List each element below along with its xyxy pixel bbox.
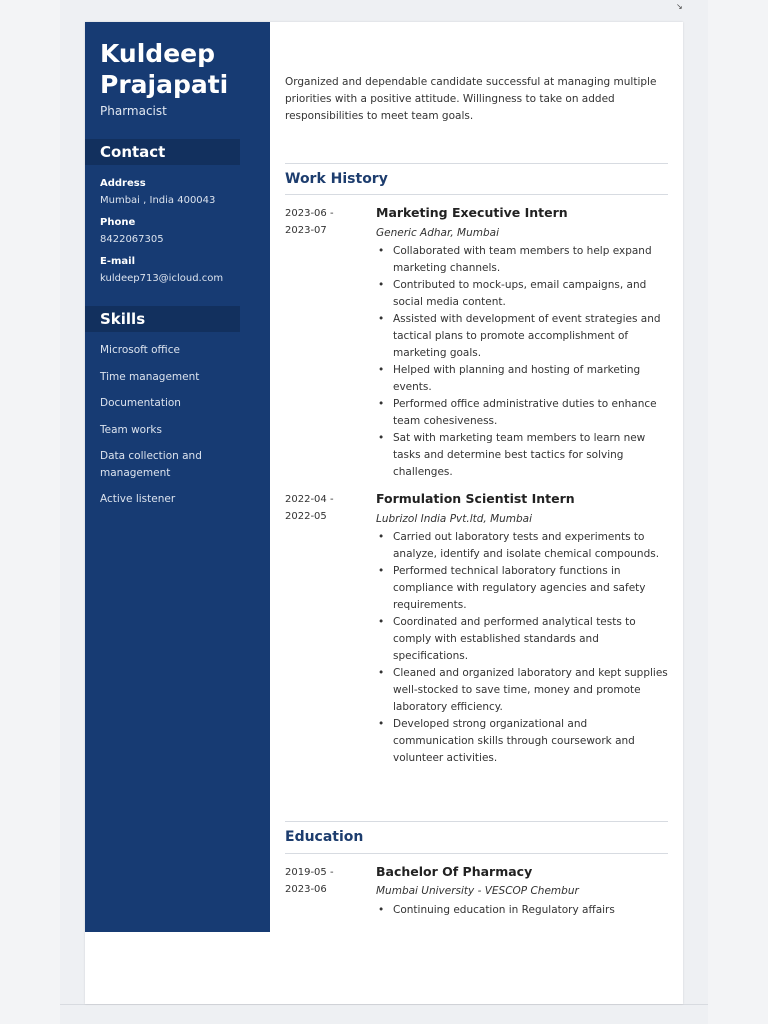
work-history-heading: Work History xyxy=(285,171,388,187)
education-end: 2023-06 xyxy=(285,884,327,895)
list-item: • Performed technical laboratory functions in compliance with regulatory agencies and safety requirements. xyxy=(376,563,671,614)
job-1-bullets xyxy=(376,243,671,481)
address-label: Address xyxy=(100,178,146,189)
corner-arrow-icon: ↘ xyxy=(676,2,683,11)
sidebar xyxy=(85,22,270,932)
skills-heading-bar xyxy=(85,306,240,332)
candidate-name xyxy=(100,38,265,100)
last-name: Prajapati xyxy=(100,70,229,99)
section-divider xyxy=(285,821,668,822)
list-item: • Performed office administrative duties to enhance team cohesiveness. xyxy=(376,396,671,430)
education-start: 2019-05 - xyxy=(285,867,334,878)
job-2-start: 2022-04 - xyxy=(285,494,334,505)
job-2-title: Formulation Scientist Intern xyxy=(376,491,575,506)
job-2-end: 2022-05 xyxy=(285,511,327,522)
phone-value: 8422067305 xyxy=(100,234,164,245)
job-1-company: Generic Adhar, Mumbai xyxy=(376,227,499,239)
job-title: Pharmacist xyxy=(100,104,167,118)
skills-heading: Skills xyxy=(100,310,146,328)
contact-heading: Contact xyxy=(100,143,166,161)
skill-item: Active listener xyxy=(100,493,176,505)
list-item: • Continuing education in Regulatory affairs xyxy=(376,902,671,919)
list-item: • Collaborated with team members to help expand marketing channels. xyxy=(376,243,671,277)
education-bullets xyxy=(376,902,671,919)
professional-summary: Organized and dependable candidate successful at managing multiple priorities with a positive attitude. Willingness to take on added responsibilities to meet team goals. xyxy=(285,76,657,122)
contact-heading-bar xyxy=(85,139,240,165)
list-item: • Developed strong organizational and communication skills through coursework and volunteer activities. xyxy=(376,716,671,767)
education-heading: Education xyxy=(285,829,364,845)
list-item: • Cleaned and organized laboratory and kept supplies well-stocked to save time, money and promote laboratory efficiency. xyxy=(376,665,671,716)
viewer-bottom-divider xyxy=(60,1004,708,1005)
job-1-start: 2023-06 - xyxy=(285,208,334,219)
skill-item: Team works xyxy=(100,424,162,436)
first-name: Kuldeep xyxy=(100,39,216,68)
job-1-dates xyxy=(285,205,355,239)
skill-item: Documentation xyxy=(100,397,181,409)
list-item: • Contributed to mock-ups, email campaigns, and social media content. xyxy=(376,277,671,311)
email-label: E-mail xyxy=(100,256,136,267)
resume-page xyxy=(85,22,683,1004)
job-2-bullets xyxy=(376,529,671,767)
skill-item: Time management xyxy=(100,371,200,383)
list-item: • Carried out laboratory tests and experiments to analyze, identify and isolate chemical compounds. xyxy=(376,529,671,563)
list-item: • Sat with marketing team members to learn new tasks and determine best tactics for solving challenges. xyxy=(376,430,671,481)
skill-item: Microsoft office xyxy=(100,344,180,356)
section-divider xyxy=(285,163,668,164)
list-item: • Coordinated and performed analytical tests to comply with established standards and specifications. xyxy=(376,614,671,665)
list-item: • Assisted with development of event strategies and tactical plans to promote accomplishment of marketing goals. xyxy=(376,311,671,362)
job-2-company: Lubrizol India Pvt.ltd, Mumbai xyxy=(376,513,533,525)
address-value: Mumbai , India 400043 xyxy=(100,195,216,206)
section-divider xyxy=(285,194,668,195)
school-name: Mumbai University - VESCOP Chembur xyxy=(376,885,579,897)
education-dates xyxy=(285,864,355,898)
email-value: kuldeep713@icloud.com xyxy=(100,273,224,284)
job-1-end: 2023-07 xyxy=(285,225,327,236)
phone-label: Phone xyxy=(100,217,136,228)
degree-title: Bachelor Of Pharmacy xyxy=(376,864,533,879)
section-divider xyxy=(285,853,668,854)
job-2-dates xyxy=(285,491,355,525)
job-1-title: Marketing Executive Intern xyxy=(376,205,568,220)
list-item: • Helped with planning and hosting of marketing events. xyxy=(376,362,671,396)
skill-item: Data collection and management xyxy=(100,450,202,479)
